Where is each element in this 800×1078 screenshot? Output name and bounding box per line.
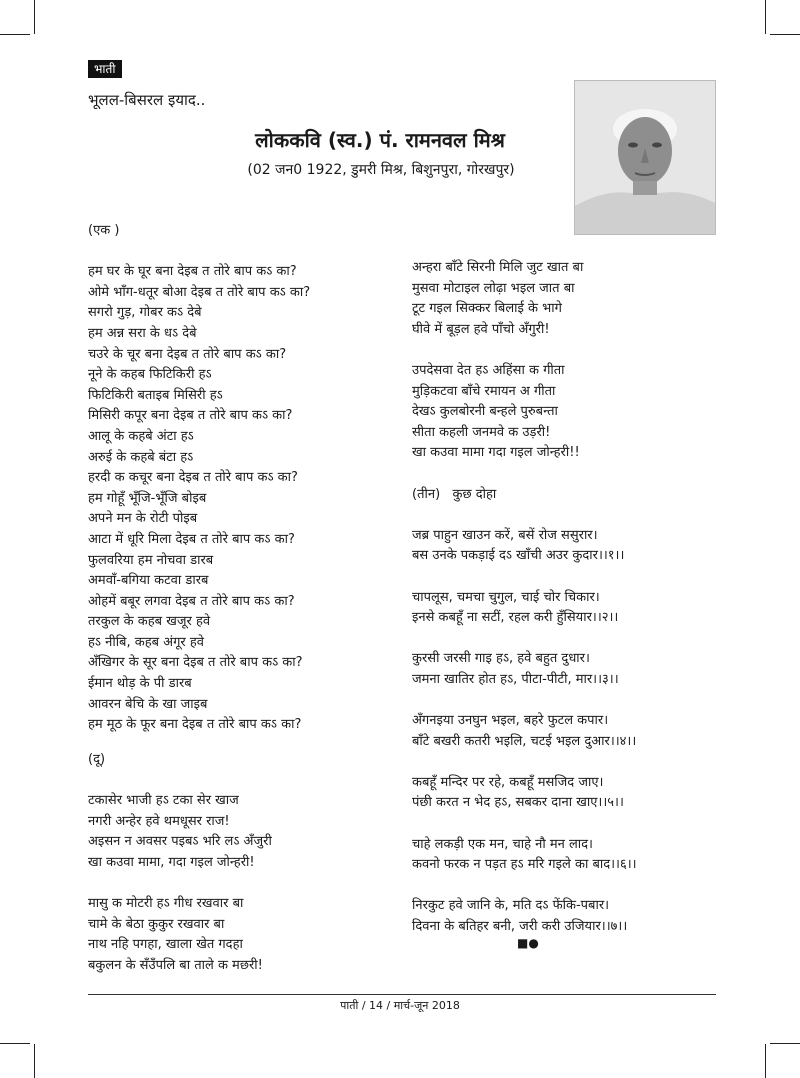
crop-mark [770,34,800,35]
poem-two [88,750,272,977]
doha-line: कबहूँ मन्दिर पर रहे, कबहूँ मसजिद जाए। [412,774,604,790]
doha-line: इनसे कबहूँ ना सटीं, रहल करी हुँसियार।।२।। [412,610,619,626]
section-heading: (दू) [88,752,106,767]
poem-line: देखऽ कुलबोरनी बन्हले पुरुबन्ता [412,404,558,420]
poem-line: हम मूठ के फूर बना देइब त तोरे बाप कऽ का? [88,717,302,733]
poem-line: उपदेसवा देत हऽ अहिंसा क गीता [412,362,565,378]
crop-mark [770,1043,800,1044]
doha-line: दिवना के बतिहर बनी, जरी करी उजियार।।७।। [412,919,628,934]
poem-line: नाथ नहि पगहा, खाला खेत गदहा [88,937,243,953]
crop-mark [34,1044,35,1078]
poem-line: फुलवरिया हम नोचवा डारब [88,552,214,568]
doha-line: निरकुट हवे जानि के, मति दऽ फेंकि-पबार। [412,898,610,914]
section-heading: (एक ) [88,223,120,238]
poem-line: हम अन्न सरा के धऽ देबे [88,325,197,341]
poem-line: फिटिकिरी बताइब मिसिरी हऽ [88,387,223,403]
poem-line: हम गोहूँ भूँजि-भूँजि बोइब [88,490,207,506]
crop-mark [0,1043,30,1044]
poem-line: ईमान थोड़ के पी डारब [88,676,192,692]
poem-one [88,221,310,736]
poem-line: चउरे के चूर बना देइब त तोरे बाप कऽ का? [88,346,287,362]
crop-mark [765,0,766,34]
doha-line: बस उनके पकड़ाई दऽ खाँची अउर कुदार।।१।। [412,548,625,564]
poem-line: अन्हरा बाँटे सिरनी मिलि जुट खात बा [412,260,584,275]
doha-line: चापलूस, चमचा चुगुल, चाई चोर चिकार। [412,589,600,605]
poem-line: सगरो गुड़, गोबर कऽ देबे [88,305,202,321]
doha-line: चाहे लकड़ी एक मन, चाहे नौ मन लाद। [412,836,593,852]
doha-line: कवनो फरक न पड़त हऽ मरि गइले का बाद।।६।। [412,857,637,873]
poem-line: मिसिरी कपूर बना देइब त तोरे बाप कऽ का? [88,408,293,424]
poem-line: अमवाँ-बगिया कटवा डारब [88,573,209,589]
page-footer: पाती / 14 / मार्च-जून 2018 [340,999,460,1012]
doha-line: बाँटे बखरी कतरी भइलि, चटई भइल दुआर।।४।। [412,733,637,749]
poem-line: अइसन न अवसर पइबऽ भरि लऽ अँजुरी [88,834,272,850]
doha-line: अँगनइया उनघुन भइल, बहरे फुटल कपार। [412,713,609,729]
poem-line: ओहमें बबूर लगवा देइब त तोरे बाप कऽ का? [88,593,295,609]
poem-line: ओमे भाँग-धतूर बोआ देइब त तोरे बाप कऽ का? [88,284,311,300]
poem-line: अपने मन के रोटी पोइब [88,511,198,527]
poem-line: खा कउवा मामा गदा गइल जोन्हरी!! [412,445,580,461]
poet-dates: (02 जन0 1922, डुमरी मिश्र, बिशुनपुरा, गोरखपुर) [247,162,515,178]
poem-line: सीता कहली जनमवे क उड़री! [412,424,551,440]
section-tag: भाती [88,60,122,78]
poem-line: मासु क मोटरी हऽ गीध रखवार बा [88,896,244,912]
poem-line: आलू के कहबे अंटा हऽ [88,428,194,444]
doha-line: कुरसी जरसी गाइ हऽ, हवे बहुत दुधार। [412,651,590,667]
poem-line: हम घर के घूर बना देइब त तोरे बाप कऽ का? [88,264,297,280]
doha-line: पंछी करत न भेद हऽ, सबकर दाना खाए।।५।। [412,795,624,811]
poem-line: खा कउवा मामा, गदा गइल जोन्हरी! [88,854,255,870]
poem-line: नगरी अन्हेर हवे थमधूसर राज! [88,813,230,829]
section-heading: (तीन) कुछ दोहा [412,486,497,502]
crop-mark [0,34,30,35]
end-mark: ■● [517,936,539,950]
footer-divider [88,994,716,995]
poem-line: बकुलन के सँउँपलि बा ताले क मछरी! [88,957,263,973]
poem-line: हऽ नीबि, कहब अंगूर हवे [88,634,205,650]
poem-line: नूने के कहब फिटिकिरी हऽ [88,367,212,383]
poem-line: मुसवा मोटाइल लोढ़ा भइल जात बा [412,280,575,296]
crop-mark [765,1044,766,1078]
page-subtitle: भूलल-बिसरल इयाद.. [88,91,206,109]
doha-line: जमना खातिर होत हऽ, पीटा-पीटी, मार।।३।। [412,671,619,687]
poem-line: तरकुल के कहब खजूर हवे [88,614,211,630]
poem-line: हरदी क कचूर बना देइब त तोरे बाप कऽ का? [88,470,298,486]
poem-line: मुड़िकटवा बाँचे रमायन अ गीता [412,383,556,399]
poem-line: अरुई के कहबे बंटा हऽ [88,449,194,465]
poem-line: आवरन बेचि के खा जाइब [88,696,208,712]
doha-line: जब्र पाहुन खाउन करें, बसें रोज ससुरार। [412,527,598,543]
poem-line: चामे के बेठा कुकुर रखवार बा [88,916,225,932]
poem-line: टूट गइल सिक्कर बिलाई के भागे [412,301,562,317]
poem-right-column [412,258,637,938]
poem-line: अँखिगर के सूर बना देइब त तोरे बाप कऽ का? [88,655,303,671]
poem-line: घीवे में बूड़ल हवे पाँचो अँगुरी! [412,321,550,337]
poem-line: टकासेर भाजी हऽ टका सेर खाज [88,793,239,809]
crop-mark [34,0,35,34]
poet-portrait [574,80,716,235]
page-title: लोककवि (स्व.) पं. रामनवल मिश्र [255,128,505,152]
poem-line: आटा में धूरि मिला देइब त तोरे बाप कऽ का? [88,531,295,547]
